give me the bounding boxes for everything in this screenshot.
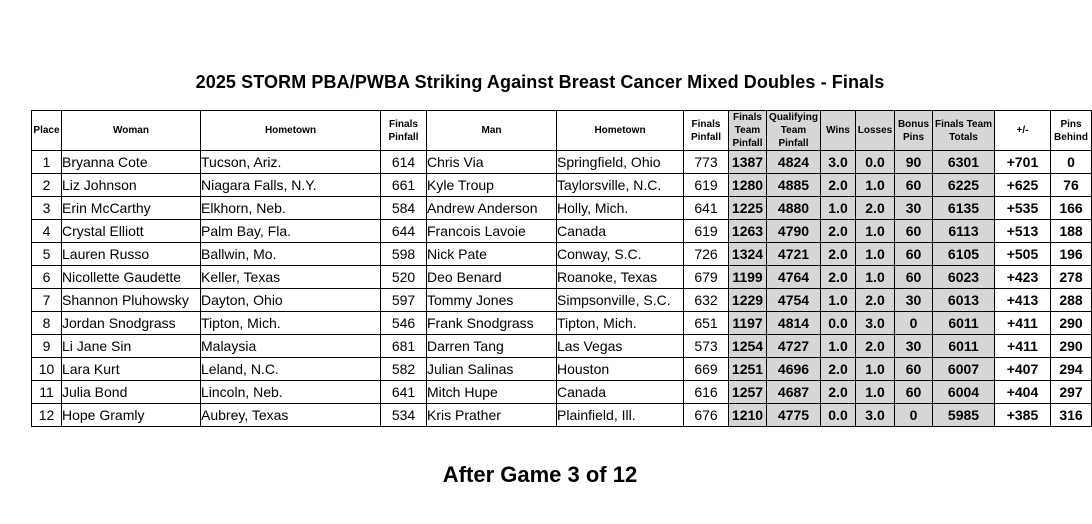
table-row xyxy=(32,174,1092,197)
cell-behind: 294 xyxy=(1051,358,1092,381)
cell-team-pinfall: 1251 xyxy=(729,358,767,381)
cell-team-pinfall: 1210 xyxy=(729,404,767,427)
header-man-hometown: Hometown xyxy=(557,111,684,151)
cell-man-pinfall: 773 xyxy=(684,151,729,174)
cell-team-pinfall: 1229 xyxy=(729,289,767,312)
table-row xyxy=(32,243,1092,266)
cell-man: Kris Prather xyxy=(427,404,557,427)
cell-man: Mitch Hupe xyxy=(427,381,557,404)
cell-team-pinfall: 1225 xyxy=(729,197,767,220)
cell-wins: 2.0 xyxy=(821,220,856,243)
cell-bonus: 90 xyxy=(895,151,933,174)
cell-team-pinfall: 1263 xyxy=(729,220,767,243)
header-pins-behind: Pins Behind xyxy=(1051,111,1092,151)
cell-behind: 188 xyxy=(1051,220,1092,243)
cell-totals: 6301 xyxy=(933,151,995,174)
table-row xyxy=(32,151,1092,174)
cell-man-pinfall: 679 xyxy=(684,266,729,289)
header-woman: Woman xyxy=(62,111,201,151)
cell-man: Nick Pate xyxy=(427,243,557,266)
table-row xyxy=(32,358,1092,381)
cell-team-pinfall: 1387 xyxy=(729,151,767,174)
header-team-pinfall: Finals Team Pinfall xyxy=(729,111,767,151)
cell-man-hometown: Conway, S.C. xyxy=(557,243,684,266)
cell-wins: 0.0 xyxy=(821,404,856,427)
cell-diff: +413 xyxy=(995,289,1051,312)
cell-qual-pinfall: 4764 xyxy=(767,266,821,289)
cell-qual-pinfall: 4775 xyxy=(767,404,821,427)
cell-woman-pinfall: 614 xyxy=(381,151,427,174)
header-woman-hometown: Hometown xyxy=(201,111,381,151)
cell-place: 2 xyxy=(32,174,62,197)
cell-diff: +513 xyxy=(995,220,1051,243)
cell-losses: 1.0 xyxy=(856,266,895,289)
cell-man-hometown: Houston xyxy=(557,358,684,381)
cell-woman: Liz Johnson xyxy=(62,174,201,197)
cell-qual-pinfall: 4754 xyxy=(767,289,821,312)
cell-wins: 0.0 xyxy=(821,312,856,335)
cell-place: 7 xyxy=(32,289,62,312)
cell-man: Tommy Jones xyxy=(427,289,557,312)
header-team-totals: Finals Team Totals xyxy=(933,111,995,151)
cell-totals: 6105 xyxy=(933,243,995,266)
cell-woman-pinfall: 598 xyxy=(381,243,427,266)
cell-losses: 0.0 xyxy=(856,151,895,174)
cell-totals: 6011 xyxy=(933,312,995,335)
cell-man-hometown: Tipton, Mich. xyxy=(557,312,684,335)
cell-bonus: 60 xyxy=(895,266,933,289)
cell-place: 9 xyxy=(32,335,62,358)
cell-diff: +404 xyxy=(995,381,1051,404)
cell-man: Chris Via xyxy=(427,151,557,174)
cell-wins: 2.0 xyxy=(821,381,856,404)
cell-man-pinfall: 651 xyxy=(684,312,729,335)
cell-behind: 316 xyxy=(1051,404,1092,427)
cell-man-pinfall: 619 xyxy=(684,174,729,197)
cell-losses: 2.0 xyxy=(856,289,895,312)
cell-wins: 2.0 xyxy=(821,243,856,266)
cell-place: 11 xyxy=(32,381,62,404)
header-losses: Losses xyxy=(856,111,895,151)
cell-woman: Erin McCarthy xyxy=(62,197,201,220)
cell-losses: 3.0 xyxy=(856,312,895,335)
cell-woman-pinfall: 681 xyxy=(381,335,427,358)
cell-losses: 3.0 xyxy=(856,404,895,427)
cell-totals: 6023 xyxy=(933,266,995,289)
cell-totals: 6135 xyxy=(933,197,995,220)
cell-woman-pinfall: 641 xyxy=(381,381,427,404)
cell-woman-hometown: Tucson, Ariz. xyxy=(201,151,381,174)
cell-woman-hometown: Dayton, Ohio xyxy=(201,289,381,312)
cell-woman-hometown: Keller, Texas xyxy=(201,266,381,289)
cell-man-pinfall: 573 xyxy=(684,335,729,358)
cell-qual-pinfall: 4814 xyxy=(767,312,821,335)
cell-team-pinfall: 1257 xyxy=(729,381,767,404)
cell-man-hometown: Springfield, Ohio xyxy=(557,151,684,174)
cell-woman-hometown: Leland, N.C. xyxy=(201,358,381,381)
cell-bonus: 60 xyxy=(895,174,933,197)
cell-qual-pinfall: 4727 xyxy=(767,335,821,358)
cell-woman: Nicollette Gaudette xyxy=(62,266,201,289)
cell-bonus: 60 xyxy=(895,381,933,404)
header-row xyxy=(32,111,1092,151)
cell-place: 10 xyxy=(32,358,62,381)
header-plus-minus: +/- xyxy=(995,111,1051,151)
page-title: 2025 STORM PBA/PWBA Striking Against Breast Cancer Mixed Doubles - Finals xyxy=(195,72,885,92)
cell-woman-pinfall: 661 xyxy=(381,174,427,197)
cell-losses: 2.0 xyxy=(856,197,895,220)
cell-man: Francois Lavoie xyxy=(427,220,557,243)
cell-place: 4 xyxy=(32,220,62,243)
cell-diff: +411 xyxy=(995,312,1051,335)
cell-place: 1 xyxy=(32,151,62,174)
cell-diff: +701 xyxy=(995,151,1051,174)
cell-qual-pinfall: 4880 xyxy=(767,197,821,220)
table-row xyxy=(32,220,1092,243)
cell-diff: +423 xyxy=(995,266,1051,289)
cell-diff: +625 xyxy=(995,174,1051,197)
cell-wins: 1.0 xyxy=(821,335,856,358)
cell-wins: 2.0 xyxy=(821,266,856,289)
cell-totals: 6113 xyxy=(933,220,995,243)
header-man-pinfall: Finals Pinfall xyxy=(684,111,729,151)
cell-bonus: 0 xyxy=(895,312,933,335)
cell-qual-pinfall: 4721 xyxy=(767,243,821,266)
cell-losses: 1.0 xyxy=(856,381,895,404)
cell-behind: 297 xyxy=(1051,381,1092,404)
cell-diff: +411 xyxy=(995,335,1051,358)
cell-woman: Crystal Elliott xyxy=(62,220,201,243)
cell-totals: 5985 xyxy=(933,404,995,427)
cell-woman-hometown: Palm Bay, Fla. xyxy=(201,220,381,243)
cell-team-pinfall: 1254 xyxy=(729,335,767,358)
cell-man-hometown: Canada xyxy=(557,381,684,404)
cell-behind: 290 xyxy=(1051,312,1092,335)
cell-man-pinfall: 669 xyxy=(684,358,729,381)
cell-place: 3 xyxy=(32,197,62,220)
cell-bonus: 60 xyxy=(895,358,933,381)
cell-behind: 196 xyxy=(1051,243,1092,266)
cell-totals: 6013 xyxy=(933,289,995,312)
cell-qual-pinfall: 4790 xyxy=(767,220,821,243)
cell-totals: 6004 xyxy=(933,381,995,404)
table-row xyxy=(32,197,1092,220)
cell-team-pinfall: 1199 xyxy=(729,266,767,289)
cell-man: Deo Benard xyxy=(427,266,557,289)
cell-team-pinfall: 1324 xyxy=(729,243,767,266)
cell-qual-pinfall: 4696 xyxy=(767,358,821,381)
table-row xyxy=(32,381,1092,404)
cell-place: 8 xyxy=(32,312,62,335)
cell-man-pinfall: 676 xyxy=(684,404,729,427)
cell-bonus: 0 xyxy=(895,404,933,427)
cell-man-hometown: Taylorsville, N.C. xyxy=(557,174,684,197)
cell-woman-pinfall: 546 xyxy=(381,312,427,335)
cell-qual-pinfall: 4687 xyxy=(767,381,821,404)
cell-man-hometown: Las Vegas xyxy=(557,335,684,358)
cell-losses: 1.0 xyxy=(856,358,895,381)
cell-woman: Jordan Snodgrass xyxy=(62,312,201,335)
cell-woman-hometown: Niagara Falls, N.Y. xyxy=(201,174,381,197)
cell-man-pinfall: 632 xyxy=(684,289,729,312)
table-row xyxy=(32,289,1092,312)
cell-man: Julian Salinas xyxy=(427,358,557,381)
cell-wins: 3.0 xyxy=(821,151,856,174)
table-row xyxy=(32,312,1092,335)
cell-team-pinfall: 1197 xyxy=(729,312,767,335)
cell-man-hometown: Canada xyxy=(557,220,684,243)
cell-place: 12 xyxy=(32,404,62,427)
cell-woman-hometown: Aubrey, Texas xyxy=(201,404,381,427)
header-woman-pinfall: Finals Pinfall xyxy=(381,111,427,151)
cell-place: 6 xyxy=(32,266,62,289)
cell-man-pinfall: 616 xyxy=(684,381,729,404)
cell-man-hometown: Simpsonville, S.C. xyxy=(557,289,684,312)
cell-losses: 1.0 xyxy=(856,243,895,266)
header-wins: Wins xyxy=(821,111,856,151)
table-row xyxy=(32,404,1092,427)
cell-losses: 1.0 xyxy=(856,174,895,197)
cell-diff: +407 xyxy=(995,358,1051,381)
cell-diff: +385 xyxy=(995,404,1051,427)
cell-man-pinfall: 619 xyxy=(684,220,729,243)
cell-behind: 166 xyxy=(1051,197,1092,220)
cell-man: Frank Snodgrass xyxy=(427,312,557,335)
cell-woman-hometown: Malaysia xyxy=(201,335,381,358)
cell-behind: 290 xyxy=(1051,335,1092,358)
cell-totals: 6007 xyxy=(933,358,995,381)
table-row xyxy=(32,335,1092,358)
header-bonus-pins: Bonus Pins xyxy=(895,111,933,151)
cell-diff: +535 xyxy=(995,197,1051,220)
cell-woman-hometown: Tipton, Mich. xyxy=(201,312,381,335)
cell-wins: 2.0 xyxy=(821,174,856,197)
cell-woman-pinfall: 584 xyxy=(381,197,427,220)
cell-behind: 278 xyxy=(1051,266,1092,289)
cell-man-hometown: Roanoke, Texas xyxy=(557,266,684,289)
cell-woman: Hope Gramly xyxy=(62,404,201,427)
cell-woman-pinfall: 534 xyxy=(381,404,427,427)
cell-woman: Lauren Russo xyxy=(62,243,201,266)
header-man: Man xyxy=(427,111,557,151)
cell-behind: 0 xyxy=(1051,151,1092,174)
cell-losses: 1.0 xyxy=(856,220,895,243)
cell-woman-pinfall: 597 xyxy=(381,289,427,312)
cell-man-hometown: Holly, Mich. xyxy=(557,197,684,220)
cell-woman: Shannon Pluhowsky xyxy=(62,289,201,312)
cell-woman-pinfall: 644 xyxy=(381,220,427,243)
cell-woman: Lara Kurt xyxy=(62,358,201,381)
cell-behind: 288 xyxy=(1051,289,1092,312)
cell-man-pinfall: 641 xyxy=(684,197,729,220)
cell-bonus: 30 xyxy=(895,335,933,358)
cell-place: 5 xyxy=(32,243,62,266)
cell-wins: 1.0 xyxy=(821,197,856,220)
table-row xyxy=(32,266,1092,289)
cell-woman-pinfall: 582 xyxy=(381,358,427,381)
cell-losses: 2.0 xyxy=(856,335,895,358)
cell-woman: Bryanna Cote xyxy=(62,151,201,174)
cell-bonus: 60 xyxy=(895,220,933,243)
game-status: After Game 3 of 12 xyxy=(442,462,638,487)
cell-totals: 6011 xyxy=(933,335,995,358)
cell-team-pinfall: 1280 xyxy=(729,174,767,197)
cell-man-hometown: Plainfield, Ill. xyxy=(557,404,684,427)
header-place: Place xyxy=(32,111,62,151)
cell-woman-hometown: Elkhorn, Neb. xyxy=(201,197,381,220)
cell-diff: +505 xyxy=(995,243,1051,266)
cell-woman: Li Jane Sin xyxy=(62,335,201,358)
cell-behind: 76 xyxy=(1051,174,1092,197)
cell-bonus: 30 xyxy=(895,289,933,312)
cell-qual-pinfall: 4885 xyxy=(767,174,821,197)
cell-woman-hometown: Ballwin, Mo. xyxy=(201,243,381,266)
cell-woman-hometown: Lincoln, Neb. xyxy=(201,381,381,404)
cell-wins: 2.0 xyxy=(821,358,856,381)
cell-wins: 1.0 xyxy=(821,289,856,312)
cell-totals: 6225 xyxy=(933,174,995,197)
cell-woman: Julia Bond xyxy=(62,381,201,404)
cell-bonus: 30 xyxy=(895,197,933,220)
cell-bonus: 60 xyxy=(895,243,933,266)
cell-man-pinfall: 726 xyxy=(684,243,729,266)
cell-woman-pinfall: 520 xyxy=(381,266,427,289)
header-qualifying-pinfall: Qualifying Team Pinfall xyxy=(767,111,821,151)
standings-table xyxy=(31,110,1092,427)
cell-qual-pinfall: 4824 xyxy=(767,151,821,174)
cell-man: Darren Tang xyxy=(427,335,557,358)
cell-man: Andrew Anderson xyxy=(427,197,557,220)
cell-man: Kyle Troup xyxy=(427,174,557,197)
